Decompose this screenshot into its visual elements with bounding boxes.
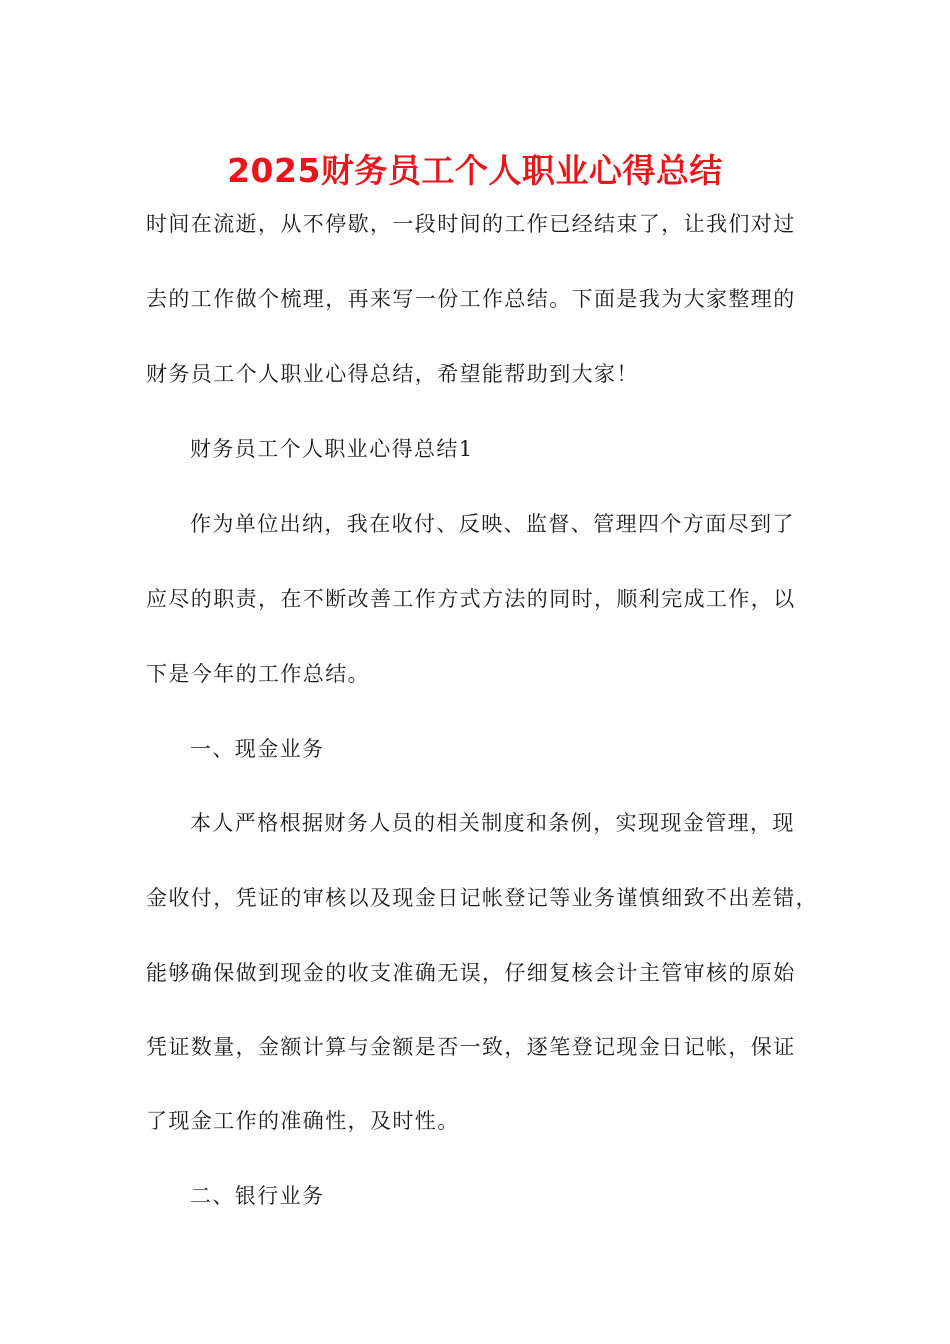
paragraph-line: 金收付，凭证的审核以及现金日记帐登记等业务谨慎细致不出差错， (146, 886, 818, 910)
subsection-heading: 一、现金业务 (190, 737, 325, 761)
paragraph-line: 去的工作做个梳理，再来写一份工作总结。下面是我为大家整理的 (146, 287, 796, 311)
paragraph-line: 下是今年的工作总结。 (146, 662, 370, 686)
paragraph-line: 作为单位出纳，我在收付、反映、监督、管理四个方面尽到了 (190, 512, 795, 536)
paragraph-line: 能够确保做到现金的收支准确无误，仔细复核会计主管审核的原始 (146, 961, 796, 985)
paragraph-line: 应尽的职责，在不断改善工作方式方法的同时，顺利完成工作，以 (146, 587, 796, 611)
document-title: 2025财务员工个人职业心得总结 (227, 151, 723, 190)
paragraph-line: 财务员工个人职业心得总结，希望能帮助到大家！ (146, 362, 639, 386)
paragraph-line: 凭证数量，金额计算与金额是否一致，逐笔登记现金日记帐，保证 (146, 1035, 796, 1059)
section-heading: 财务员工个人职业心得总结1 (190, 437, 474, 461)
paragraph-line: 了现金工作的准确性，及时性。 (146, 1109, 460, 1133)
subsection-heading: 二、银行业务 (190, 1184, 325, 1208)
paragraph-line: 本人严格根据财务人员的相关制度和条例，实现现金管理，现 (190, 811, 795, 835)
paragraph-line: 时间在流逝，从不停歇，一段时间的工作已经结束了，让我们对过 (146, 212, 796, 236)
